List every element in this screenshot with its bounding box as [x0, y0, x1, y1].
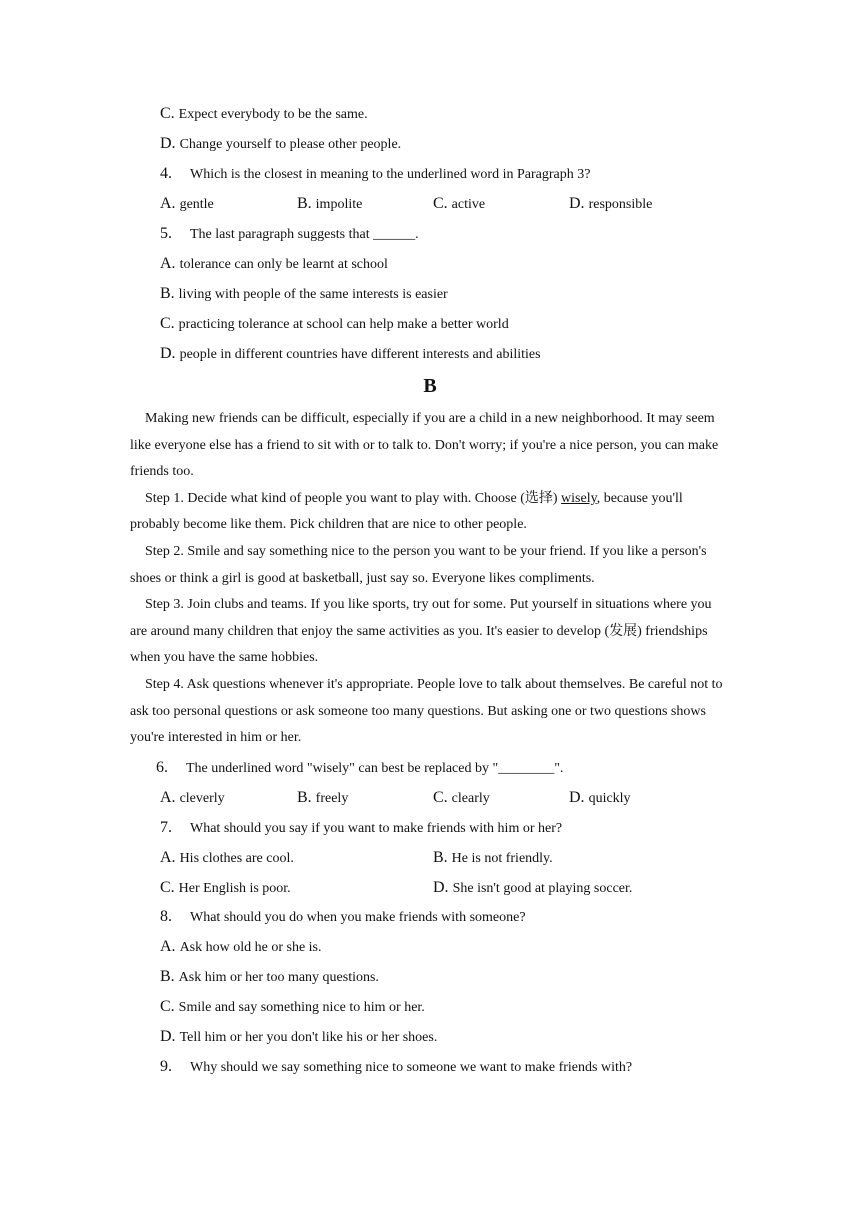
question-stem: What should you say if you want to make friends with him or her? [190, 821, 563, 836]
option-letter: A. [160, 789, 176, 806]
q5-option-d [160, 345, 541, 364]
option-text: clearly [451, 791, 490, 806]
question-6 [156, 759, 563, 778]
option-text: living with people of the same interests is easier [178, 287, 448, 302]
q7-option-b [433, 849, 553, 868]
q7-option-d [433, 879, 632, 898]
passage-text: Step 1. Decide what kind of people you want to play with. Choose (选择) [145, 490, 562, 506]
question-number: 7. [160, 819, 172, 836]
option-letter: D. [160, 1028, 176, 1045]
option-letter: C. [160, 105, 175, 122]
option-letter: B. [160, 285, 175, 302]
q3-option-d [160, 135, 401, 154]
q6-option-d [569, 789, 631, 808]
question-5 [160, 225, 419, 244]
question-number: 6. [156, 759, 168, 776]
q4-option-c [433, 195, 485, 214]
option-text: He is not friendly. [451, 851, 553, 866]
option-letter: D. [160, 345, 176, 362]
q7-option-a [160, 849, 294, 868]
option-letter: D. [569, 789, 585, 806]
q8-option-a [160, 938, 322, 957]
option-letter: A. [160, 195, 176, 212]
option-text: active [451, 197, 486, 212]
section-heading: B [423, 375, 437, 397]
option-letter: C. [160, 315, 175, 332]
reading-passage [130, 406, 730, 752]
option-text: tolerance can only be learnt at school [179, 257, 388, 272]
option-letter: B. [297, 789, 312, 806]
option-letter: A. [160, 849, 176, 866]
q6-option-a [160, 789, 225, 808]
q8-option-d [160, 1028, 437, 1047]
q5-option-b [160, 285, 448, 304]
passage-paragraph: Making new friends can be difficult, especially if you are a child in a new neighborhood. It may seem like everyone else has a friend to sit with or to talk to. Don't worry; if you're a nice person, you can make friends too. [130, 411, 719, 480]
option-letter: D. [569, 195, 585, 212]
q7-option-c [160, 879, 291, 898]
q4-option-a [160, 195, 214, 214]
question-number: 4. [160, 165, 172, 182]
question-number: 5. [160, 225, 172, 242]
option-text: Smile and say something nice to him or her. [178, 1000, 425, 1015]
option-text: Her English is poor. [178, 881, 291, 896]
question-stem: The last paragraph suggests that ______. [190, 227, 419, 242]
q8-option-c [160, 998, 425, 1017]
question-9 [160, 1058, 632, 1077]
q4-option-d [569, 195, 652, 214]
passage-paragraph: Step 2. Smile and say something nice to the person you want to be your friend. If you like a person's shoes or think a girl is good at basketball, just say so. Everyone likes compliments. [130, 543, 707, 586]
option-letter: B. [433, 849, 448, 866]
option-text: quickly [588, 791, 631, 806]
option-text: Expect everybody to be the same. [178, 107, 368, 122]
q6-option-c [433, 789, 490, 808]
option-text: responsible [588, 197, 653, 212]
option-letter: D. [160, 135, 176, 152]
option-letter: A. [160, 255, 176, 272]
question-4 [160, 165, 590, 184]
q5-option-a [160, 255, 388, 274]
question-stem: Which is the closest in meaning to the underlined word in Paragraph 3? [190, 167, 591, 182]
q3-option-c [160, 105, 368, 124]
option-text: His clothes are cool. [179, 851, 294, 866]
option-text: Change yourself to please other people. [179, 137, 402, 152]
option-text: people in different countries have different interests and abilities [179, 347, 541, 362]
option-text: Tell him or her you don't like his or her shoes. [179, 1030, 438, 1045]
passage-paragraph: Step 3. Join clubs and teams. If you like sports, try out for some. Put yourself in situations where you are around many children that enjoy the same activities as you. It's easier to develop (发展) friendships when you have the same hobbies. [130, 597, 712, 666]
option-text: freely [315, 791, 349, 806]
option-text: She isn't good at playing soccer. [452, 881, 633, 896]
question-stem: The underlined word "wisely" can best be replaced by "________". [186, 761, 564, 776]
option-text: cleverly [179, 791, 225, 806]
option-letter: C. [433, 789, 448, 806]
option-letter: C. [160, 998, 175, 1015]
option-letter: D. [433, 879, 449, 896]
question-8 [160, 908, 526, 927]
option-letter: B. [297, 195, 312, 212]
question-stem: What should you do when you make friends with someone? [190, 910, 526, 925]
option-letter: A. [160, 938, 176, 955]
question-stem: Why should we say something nice to someone we want to make friends with? [190, 1060, 633, 1075]
option-text: impolite [315, 197, 363, 212]
q6-option-b [297, 789, 348, 808]
option-text: gentle [179, 197, 214, 212]
passage-text: , because you'll probably become like them. Pick children that are nice to other people. [130, 490, 683, 533]
q5-option-c [160, 315, 509, 334]
q8-option-b [160, 968, 379, 987]
option-text: Ask how old he or she is. [179, 940, 322, 955]
passage-paragraph [130, 486, 730, 539]
question-7 [160, 819, 562, 838]
option-text: practicing tolerance at school can help make a better world [178, 317, 509, 332]
underlined-word: wisely [561, 490, 597, 506]
q4-option-b [297, 195, 362, 214]
question-number: 9. [160, 1058, 172, 1075]
option-letter: C. [160, 879, 175, 896]
option-text: Ask him or her too many questions. [178, 970, 379, 985]
question-number: 8. [160, 908, 172, 925]
passage-paragraph: Step 4. Ask questions whenever it's appropriate. People love to talk about themselves. Be careful not to ask too personal questions or ask someone too many questions. But asking one or two questions shows you're interested in him or her. [130, 676, 723, 746]
option-letter: B. [160, 968, 175, 985]
option-letter: C. [433, 195, 448, 212]
